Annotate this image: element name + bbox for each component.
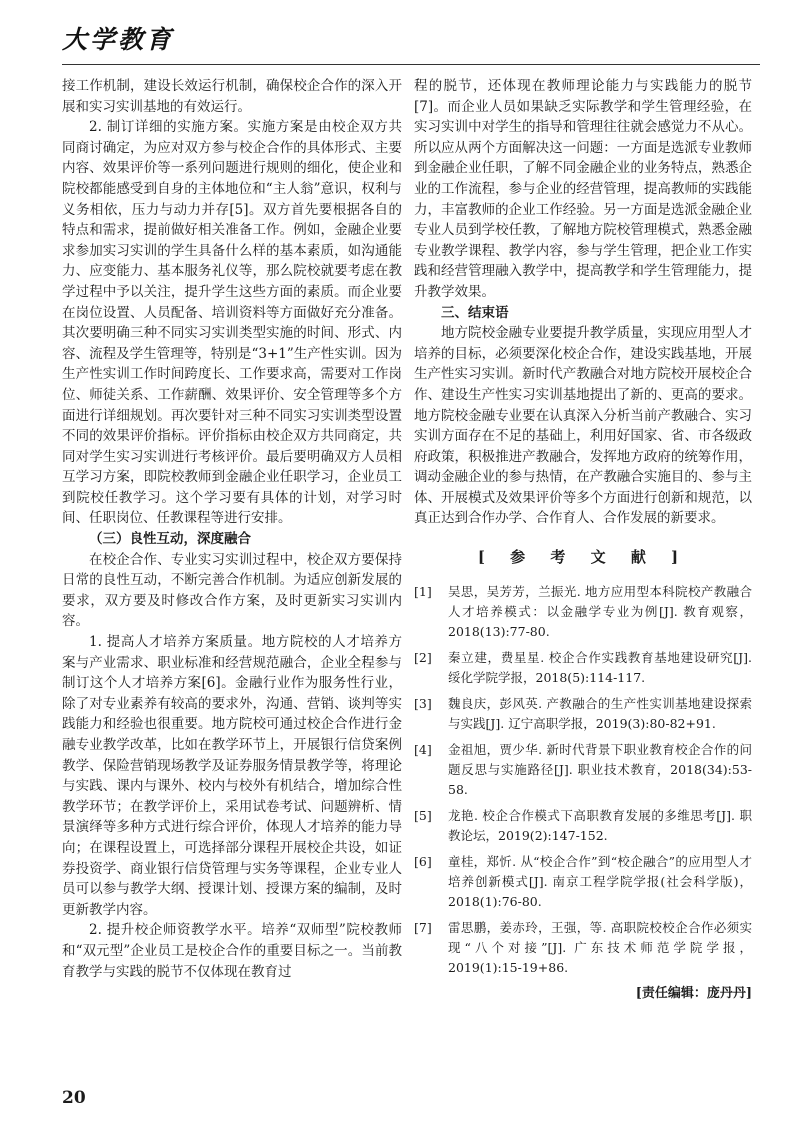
paragraph: 2. 制订详细的实施方案。实施方案是由校企双方共同商讨确定，为应对双方参与校企合作的具体形式、主要内容、效果评价等一系列问题进行规则的细化，使企业和院校都能感受到自身的主体地位和“主人翁”意识，权利与义务相依，压力与动力并存[5]。双方首先要根据各自的特点和需求，提前做好相关准备工作。例如，金融企业要求参加实习实训的学生具备什么样的基本素质，如沟通能力、应变能力、基本服务礼仪等，那么院校就要考虑在教学过程中予以关注，提升学生这些方面的素质。而企业要在岗位设置、人员配备、培训资料等方面做好充分准备。其次要明确三种不同实习实训类型实施的时间、形式、内容、流程及学生管理等，特别是“3+1”生产性实训。因为生产性实训工作时间跨度长、工作要求高，需要对工作岗位、师徒关系、工作薪酬、效果评价、安全管理等多个方面进行详细规划。再次要针对三种不同实习实训类型设置不同的效果评价指标。评价指标由校企双方共同商定，共同对学生实习实训进行考核评价。最后要明确双方人员相互学习方案，即院校教师到金融企业任职学习，企业员工到院校任教学习。这个学习要有具体的计划，对学习时间、任职岗位、任教课程等进行安排。 xyxy=(62,119,402,527)
paragraph: 程的脱节，还体现在教师理论能力与实践能力的脱节[7]。而企业人员如果缺乏实际教学和学生管理经验，在实习实训中对学生的指导和管理往往就会感觉力不从心。所以应从两个方面解决这一问题：一方面是选派专业教师到金融企业任职，了解不同金融企业的业务特点，熟悉企业的工作流程，参与企业的经营管理，提高教师的实践能力，丰富教师的企业工作经验。另一方面是选派金融企业专业人员到学校任教，了解地方院校管理模式，熟悉金融专业教学课程、教学内容，参与学生管理，把企业工作实践和经营管理融入教学中，提高教学和学生管理能力，提升教学效果。 xyxy=(414,78,752,300)
reference-text: 吴思，吴芳芳，兰振光. 地方应用型本科院校产教融合人才培养模式：以金融学专业为例[J]. 教育观察，2018(13):77-80. xyxy=(448,583,752,639)
reference-text: 龙艳. 校企合作模式下高职教育发展的多维思考[J]. 职教论坛，2019(2):147-152. xyxy=(448,807,752,843)
reference-number: [3] xyxy=(414,695,432,711)
paragraph: 1. 提高人才培养方案质量。地方院校的人才培养方案与产业需求、职业标准和经营规范融合，企业全程参与制订这个人才培养方案[6]。金融行业作为服务性行业，除了对专业素养有较高的要求外，沟通、营销、谈判等实践能力和经验也很重要。地方院校可通过校企合作进行金融专业教学改革，比如在教学环节上，开展银行信贷案例教学、保险营销现场教学及证券服务情景教学等，将理论与实践、课内与课外、校内与校外有机结合，增加综合性教学环节；在教学评价上，采用试卷考试、问题辨析、情景演绎等多种方式进行综合评价，体现人才培养的能力导向；在课程设置上，可选择部分课程开展校企共设，如证券投资学、商业银行信贷管理与实务等课程，企业专业人员可以参与教学大纲、授课计划、授课方案的编制，及时更新教学内容。 xyxy=(62,634,402,918)
reference-number: [6] xyxy=(414,853,432,869)
reference-item xyxy=(414,852,752,912)
section-heading: （三）良性互动，深度融合 xyxy=(89,531,251,548)
reference-item xyxy=(414,648,752,688)
journal-logo: 大学教育 xyxy=(62,25,175,54)
reference-number: [1] xyxy=(414,583,432,599)
paragraph: 在校企合作、专业实习实训过程中，校企双方要保持日常的良性互动，不断完善合作机制。为适应创新发展的要求，双方要及时修改合作方案，及时更新实习实训内容。 xyxy=(62,551,402,630)
paragraph: 接工作机制，建设长效运行机制，确保校企合作的深入开展和实习实训基地的有效运行。 xyxy=(62,78,402,115)
reference-item xyxy=(414,582,752,642)
paragraph: 地方院校金融专业要提升教学质量，实现应用型人才培养的目标，必须要深化校企合作，建设实践基地，开展生产性实习实训。新时代产教融合对地方院校开展校企合作、建设生产性实习实训基地提出了新的、更高的要求。地方院校金融专业要在认真深入分析当前产教融合、实习实训方面存在不足的基础上，利用好国家、省、市各级政府政策，积极推进产教融合，发挥地方政府的统筹作用，调动金融企业的参与热情，在产教融合实施目的、参与主体、开展模式及效果评价等多个方面进行创新和规范，以真正达到合作办学、合作育人、合作发展的新要求。 xyxy=(414,325,752,527)
responsible-editor: [责任编辑：庞丹丹] xyxy=(635,985,752,1001)
reference-text: 雷思鹏，姜赤玲，王强，等. 高职院校校企合作必须实现“八个对接”[J]. 广东技术师范学院学报，2019(1):15-19+86. xyxy=(448,919,752,975)
reference-item xyxy=(414,694,752,734)
section-heading: 三、结束语 xyxy=(441,304,509,321)
reference-item xyxy=(414,918,752,978)
reference-list xyxy=(414,582,752,978)
reference-number: [4] xyxy=(414,741,432,757)
reference-number: [5] xyxy=(414,807,432,823)
left-column xyxy=(62,76,402,982)
paragraph: 2. 提升校企师资教学水平。培养“双师型”院校教师和“双元型”企业员工是校企合作的重要目标之一。当前教育教学与实践的脱节不仅体现在教育过 xyxy=(62,922,402,980)
reference-text: 魏良庆，彭风英. 产教融合的生产性实训基地建设探索与实践[J]. 辽宁高职学报，2019(3):80-82+91. xyxy=(448,695,752,731)
right-column xyxy=(414,76,752,1004)
reference-number: [2] xyxy=(414,649,432,665)
reference-item xyxy=(414,806,752,846)
reference-text: 金祖旭，贾少华. 新时代背景下职业教育校企合作的问题反思与实施路径[J]. 职业技术教育，2018(34):53-58. xyxy=(448,741,752,797)
reference-item xyxy=(414,740,752,800)
references-title: [ 参 考 文 献 ] xyxy=(477,548,689,567)
header-divider xyxy=(62,64,760,65)
page-number: 20 xyxy=(62,1088,86,1108)
reference-text: 童桂，郑忻. 从“校企合作”到“校企融合”的应用型人才培养创新模式[J]. 南京工程学院学报(社会科学版)，2018(1):76-80. xyxy=(448,853,752,909)
reference-number: [7] xyxy=(414,919,432,935)
reference-text: 秦立建，费星星. 校企合作实践教育基地建设研究[J]. 绥化学院学报，2018(5):114-117. xyxy=(448,649,752,685)
